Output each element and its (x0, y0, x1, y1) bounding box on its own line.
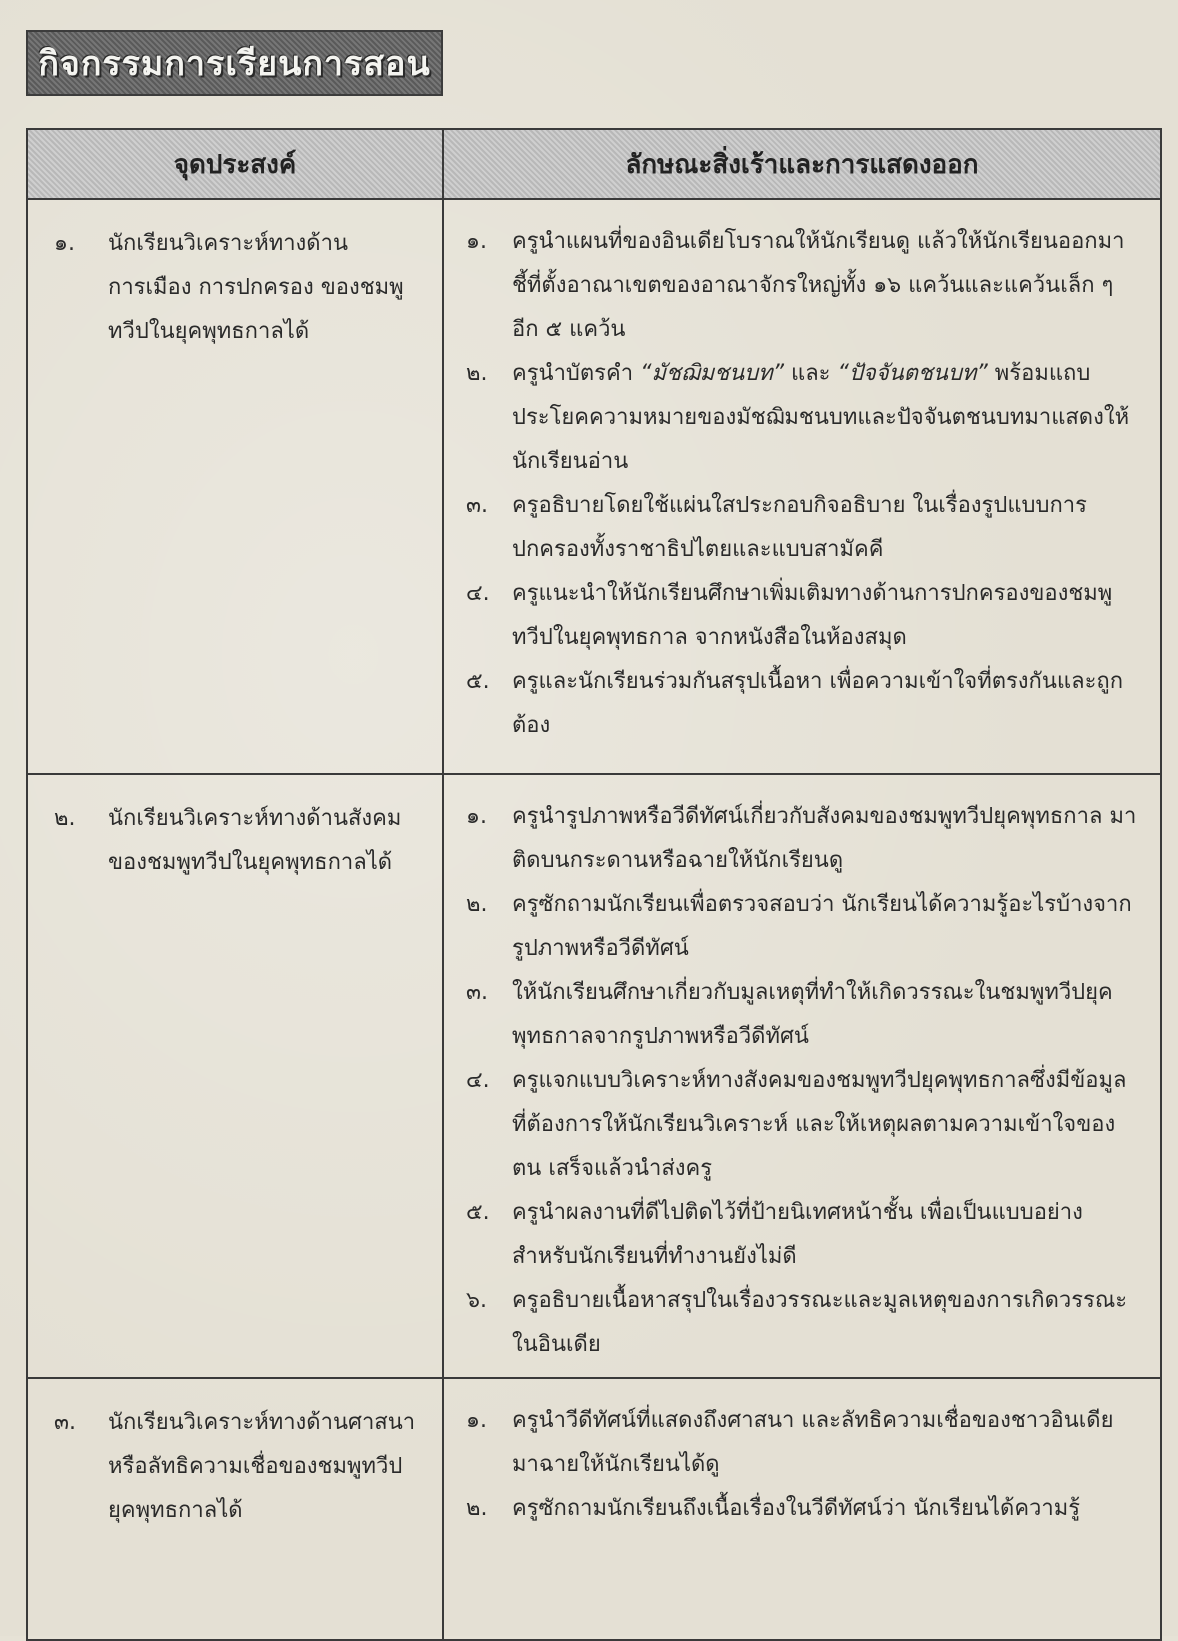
objective-text: นักเรียนวิเคราะห์ทางด้านสังคมของชมพูทวีปในยุคพุทธกาลได้ (108, 806, 402, 875)
activity-number: ๓. (466, 980, 489, 1005)
activity-text: ครูนำวีดีทัศน์ที่แสดงถึงศาสนา และลัทธิความเชื่อของชาวอินเดียมาฉายให้นักเรียนได้ดู (512, 1408, 1114, 1477)
activity-text: ครูนำแผนที่ของอินเดียโบราณให้นักเรียนดู แล้วให้นักเรียนออกมาชี้ที่ตั้งอาณาเขตของอาณาจักรใหญ่ทั้ง ๑๖ แคว้นและแคว้นเล็ก ๆ อีก ๕ แคว้น (512, 229, 1125, 342)
objective-number: ๑. (54, 231, 75, 256)
activity-item (458, 1399, 1138, 1487)
activity-text: ครูซักถามนักเรียนถึงเนื้อเรื่องในวีดีทัศน์ว่า นักเรียนได้ความรู้ (512, 1496, 1081, 1521)
activity-item (458, 660, 1138, 748)
activity-number: ๔. (466, 581, 490, 606)
activity-item (458, 220, 1138, 352)
activity-text: ครูแจกแบบวิเคราะห์ทางสังคมของชมพูทวีปยุคพุทธกาลซึ่งมีข้อมูลที่ต้องการให้นักเรียนวิเคราะห์ และให้เหตุผลตามความเข้าใจของตน เสร็จแล้วนำส่งครู (512, 1068, 1127, 1181)
word-card-term: “มัชฌิมชนบท” (640, 361, 785, 386)
activity-text: ครูอธิบายโดยใช้แผ่นใสประกอบกิจอธิบาย ในเรื่องรูปแบบการปกครองทั้งราชาธิปไตยและแบบสามัคคี (512, 493, 1087, 562)
activity-text-part: และ (784, 361, 838, 386)
activity-text: ครูแนะนำให้นักเรียนศึกษาเพิ่มเติมทางด้านการปกครองของชมพูทวีปในยุคพุทธกาล จากหนังสือในห้องสมุด (512, 581, 1113, 650)
activity-item (458, 883, 1138, 971)
objective-number: ๒. (54, 806, 76, 831)
activity-number: ๕. (466, 1200, 490, 1225)
activity-text-part: พร้อมแถบประโยคความหมายของมัชฌิมชนบทและปัจจันตชนบทมาแสดงให้นักเรียนอ่าน (512, 361, 1130, 474)
table-row (27, 199, 1161, 774)
word-card-term: “ปัจจันตชนบท” (837, 361, 988, 386)
section-title-banner (26, 30, 443, 96)
table-header-row (27, 129, 1161, 199)
table-row (27, 1378, 1161, 1640)
table-row (27, 774, 1161, 1378)
activity-table (26, 128, 1162, 1641)
objective-cell (27, 1378, 443, 1640)
activity-number: ๑. (466, 229, 487, 254)
activity-number: ๒. (466, 361, 488, 386)
objective-number: ๓. (54, 1410, 77, 1435)
activity-number: ๔. (466, 1068, 490, 1093)
activity-number: ๒. (466, 1496, 488, 1521)
activity-item (458, 352, 1138, 484)
activity-number: ๒. (466, 892, 488, 917)
objective-text: นักเรียนวิเคราะห์ทางด้านศาสนาหรือลัทธิความเชื่อของชมพูทวีปยุคพุทธกาลได้ (108, 1410, 416, 1523)
header-objective: จุดประสงค์ (27, 129, 443, 199)
activity-text: ครูซักถามนักเรียนเพื่อตรวจสอบว่า นักเรียนได้ความรู้อะไรบ้างจากรูปภาพหรือวีดีทัศน์ (512, 892, 1132, 961)
activity-text (512, 352, 1138, 484)
header-activities: ลักษณะสิ่งเร้าและการแสดงออก (443, 129, 1161, 199)
activities-cell (443, 199, 1161, 774)
activity-number: ๑. (466, 1408, 487, 1433)
activity-item (458, 484, 1138, 572)
activity-text: ครูนำผลงานที่ดีไปติดไว้ที่ป้ายนิเทศหน้าชั้น เพื่อเป็นแบบอย่างสำหรับนักเรียนที่ทำงานยังไม่ดี (512, 1200, 1083, 1269)
section-title: กิจกรรมการเรียนการสอน (38, 44, 431, 84)
activities-cell (443, 1378, 1161, 1640)
activity-item (458, 1191, 1138, 1279)
activity-item (458, 971, 1138, 1059)
activity-text: ให้นักเรียนศึกษาเกี่ยวกับมูลเหตุที่ทำให้เกิดวรรณะในชมพูทวีปยุคพุทธกาลจากรูปภาพหรือวีดีทัศน์ (512, 980, 1113, 1049)
activity-item (458, 572, 1138, 660)
activity-text: ครูนำรูปภาพหรือวีดีทัศน์เกี่ยวกับสังคมของชมพูทวีปยุคพุทธกาล มาติดบนกระดานหรือฉายให้นักเรียนดู (512, 804, 1137, 873)
activities-cell (443, 774, 1161, 1378)
activity-item (458, 1487, 1138, 1531)
activity-text-part: ครูนำบัตรคำ (512, 361, 641, 386)
activity-text: ครูและนักเรียนร่วมกันสรุปเนื้อหา เพื่อความเข้าใจที่ตรงกันและถูกต้อง (512, 669, 1124, 738)
activity-item (458, 795, 1138, 883)
activity-item (458, 1279, 1138, 1367)
activity-text: ครูอธิบายเนื้อหาสรุปในเรื่องวรรณะและมูลเหตุของการเกิดวรรณะในอินเดีย (512, 1288, 1128, 1357)
activity-number: ๓. (466, 493, 489, 518)
objective-cell (27, 199, 443, 774)
activity-number: ๖. (466, 1288, 487, 1313)
objective-text: นักเรียนวิเคราะห์ทางด้านการเมือง การปกครอง ของชมพูทวีปในยุคพุทธกาลได้ (108, 231, 404, 344)
activity-number: ๑. (466, 804, 487, 829)
activity-number: ๕. (466, 669, 490, 694)
objective-cell (27, 774, 443, 1378)
activity-item (458, 1059, 1138, 1191)
